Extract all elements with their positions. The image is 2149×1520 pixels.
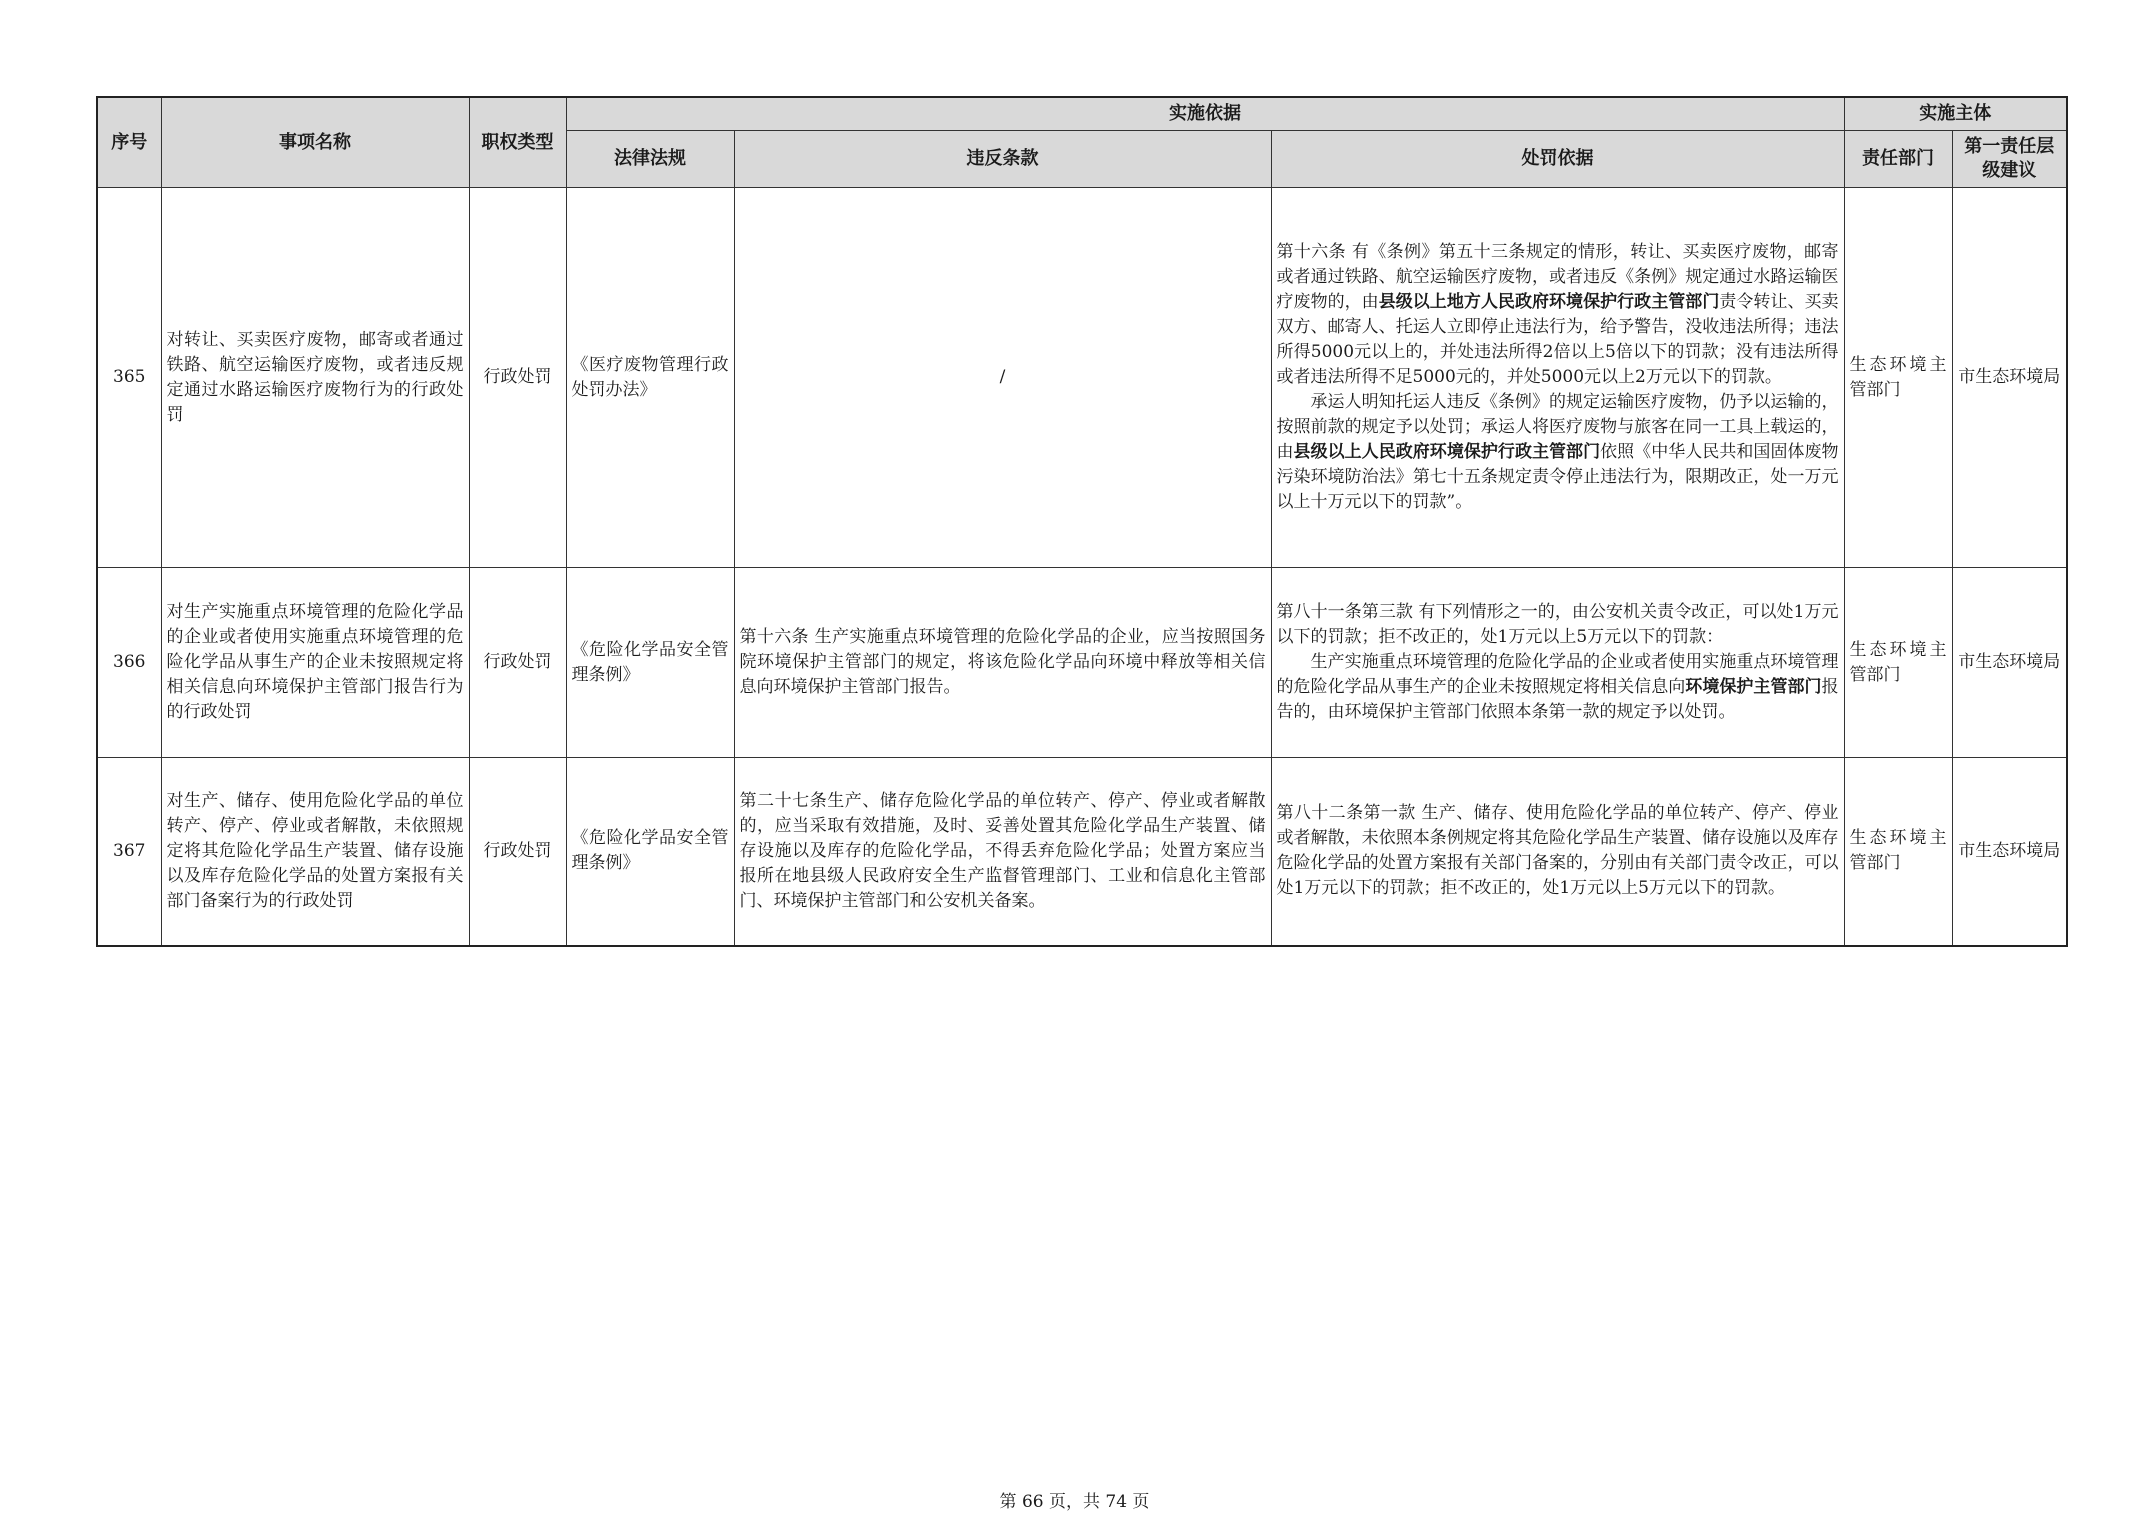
penalty-paragraph: 生产实施重点环境管理的危险化学品的企业或者使用实施重点环境管理的危险化学品从事生产的企业未按照规定将相关信息向环境保护主管部门报告的，由环境保护主管部门依照本条第一款的规定予以处罚。 [1276,652,1839,722]
row-dept: 生态环境主管部门 [1844,758,1952,946]
row-level: 市生态环境局 [1952,758,2067,946]
penalty-paragraph: 第十六条 有《条例》第五十三条规定的情形，转让、买卖医疗废物，邮寄或者通过铁路、航空运输医疗废物，或者违反《条例》规定通过水路运输医疗废物的，由县级以上地方人民政府环境保护行政主管部门责令转让、买卖双方、邮寄人、托运人立即停止违法行为，给予警告，没收违法所得；违法所得5000元以上的，并处违法所得2倍以上5倍以下的罚款；没有违法所得或者违法所得不足5000元的，并处5000元以上2万元以下的罚款。 [1276,242,1839,387]
header-basis-group: 实施依据 [566,97,1844,131]
penalty-items-table [96,96,2068,947]
row-law: 《危险化学品安全管理条例》 [566,568,734,758]
header-power-type: 职权类型 [469,97,566,188]
row-power-type: 行政处罚 [469,758,566,946]
page-number: 第 66 页，共 74 页 [999,1492,1150,1512]
row-dept: 生态环境主管部门 [1844,188,1952,568]
row-penalty-basis [1271,188,1844,568]
row-violation: / [734,188,1271,568]
penalty-paragraph: 承运人明知托运人违反《条例》的规定运输医疗废物，仍予以运输的，按照前款的规定予以处罚；承运人将医疗废物与旅客在同一工具上载运的，由县级以上人民政府环境保护行政主管部门依照《中华人民共和国固体废物污染环境防治法》第七十五条规定责令停止违法行为，限期改正，处一万元以上十万元以下的罚款”。 [1276,392,1839,512]
header-dept: 责任部门 [1844,131,1952,188]
table-row [97,188,2067,568]
row-seq: 367 [97,758,161,946]
row-level: 市生态环境局 [1952,568,2067,758]
header-subject-group: 实施主体 [1844,97,2067,131]
header-penalty-basis: 处罚依据 [1271,131,1844,188]
row-item-name: 对生产、储存、使用危险化学品的单位转产、停产、停业或者解散，未依照规定将其危险化学品生产装置、储存设施以及库存危险化学品的处置方案报有关部门备案行为的行政处罚 [161,758,469,946]
row-law: 《危险化学品安全管理条例》 [566,758,734,946]
row-penalty-basis [1271,568,1844,758]
table-row [97,568,2067,758]
row-penalty-basis: 第八十二条第一款 生产、储存、使用危险化学品的单位转产、停产、停业或者解散，未依照本条例规定将其危险化学品生产装置、储存设施以及库存危险化学品的处置方案报有关部门备案的，分别由有关部门责令改正，可以处1万元以下的罚款；拒不改正的，处1万元以上5万元以下的罚款。 [1271,758,1844,946]
row-item-name: 对转让、买卖医疗废物，邮寄或者通过铁路、航空运输医疗废物，或者违反规定通过水路运输医疗废物行为的行政处罚 [161,188,469,568]
row-dept: 生态环境主管部门 [1844,568,1952,758]
row-violation: 第二十七条生产、储存危险化学品的单位转产、停产、停业或者解散的，应当采取有效措施，及时、妥善处置其危险化学品生产装置、储存设施以及库存的危险化学品，不得丢弃危险化学品；处置方案应当报所在地县级人民政府安全生产监督管理部门、工业和信息化主管部门、环境保护主管部门和公安机关备案。 [734,758,1271,946]
row-seq: 366 [97,568,161,758]
row-power-type: 行政处罚 [469,568,566,758]
row-law: 《医疗废物管理行政处罚办法》 [566,188,734,568]
row-seq: 365 [97,188,161,568]
penalty-paragraph: 第八十一条第三款 有下列情形之一的，由公安机关责令改正，可以处1万元以下的罚款；拒不改正的，处1万元以上5万元以下的罚款： [1276,602,1839,647]
row-item-name: 对生产实施重点环境管理的危险化学品的企业或者使用实施重点环境管理的危险化学品从事生产的企业未按照规定将相关信息向环境保护主管部门报告行为的行政处罚 [161,568,469,758]
header-level: 第一责任层级建议 [1952,131,2067,188]
row-violation: 第十六条 生产实施重点环境管理的危险化学品的企业，应当按照国务院环境保护主管部门的规定，将该危险化学品向环境中释放等相关信息向环境保护主管部门报告。 [734,568,1271,758]
header-seq: 序号 [97,97,161,188]
row-level: 市生态环境局 [1952,188,2067,568]
row-power-type: 行政处罚 [469,188,566,568]
header-violation: 违反条款 [734,131,1271,188]
header-item-name: 事项名称 [161,97,469,188]
header-law: 法律法规 [566,131,734,188]
table-row [97,758,2067,946]
